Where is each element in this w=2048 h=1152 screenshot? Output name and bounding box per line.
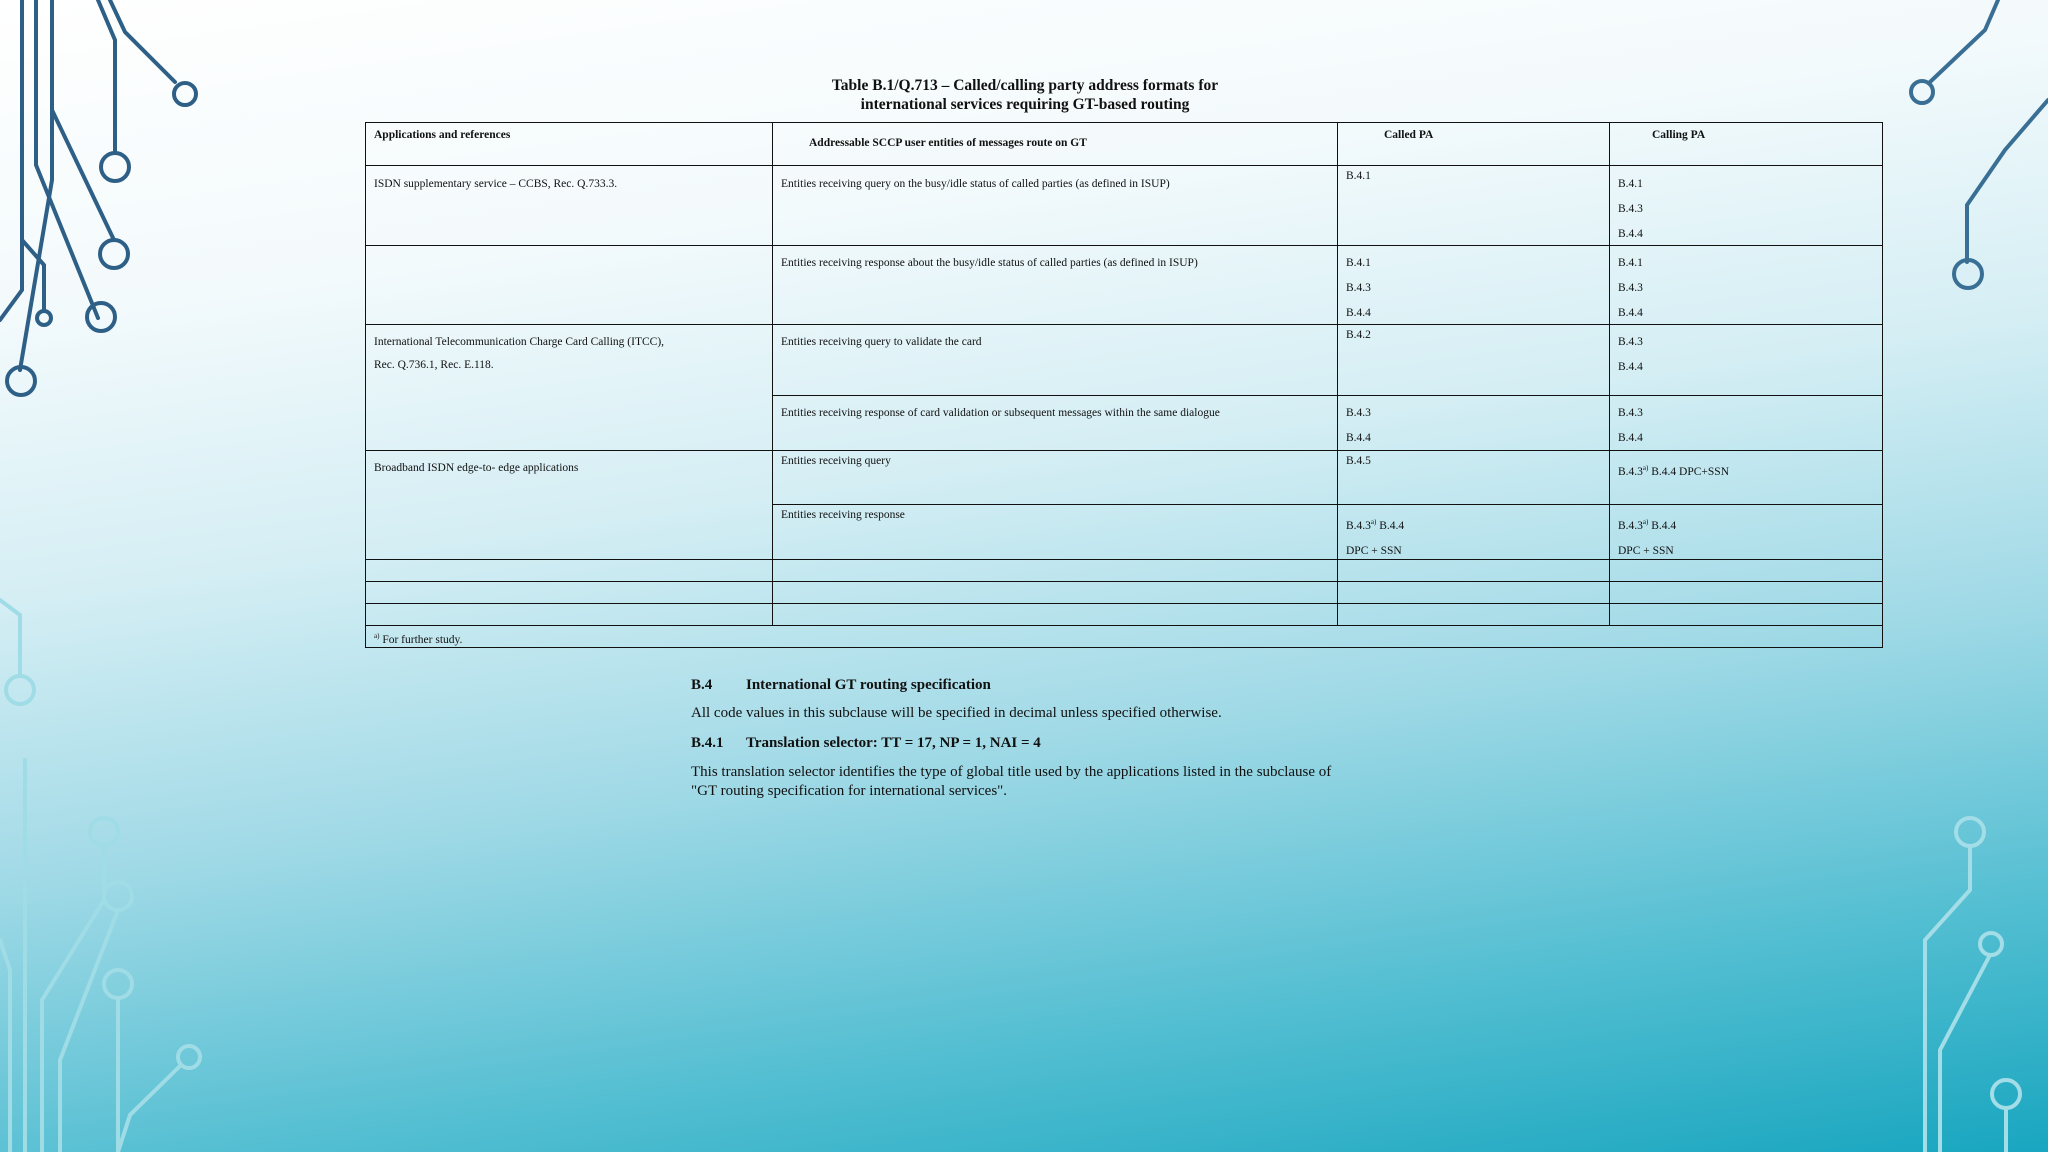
table-title-line: Table B.1/Q.713 – Called/calling party address formats for <box>831 77 1219 94</box>
footnote-marker: a) <box>1642 464 1649 472</box>
table-row-empty <box>366 604 1883 626</box>
circuit-node <box>178 1046 200 1068</box>
footnote-marker: a) <box>374 632 380 640</box>
section-heading-b41 <box>691 734 1351 753</box>
circuit-node <box>1911 81 1933 103</box>
calling-ref: B.4.4 <box>1618 228 1643 240</box>
circuit-node <box>87 303 115 331</box>
table-row <box>366 451 1883 505</box>
footnote-marker: a) <box>1642 518 1649 526</box>
footnote-marker: a) <box>1370 518 1377 526</box>
circuit-node <box>37 311 51 325</box>
table-row <box>366 325 1883 396</box>
circuit-node <box>104 882 132 910</box>
section-paragraph: This translation selector identifies the type of global title used by the applications listed in the subclause of "GT routing specification for international services". <box>691 764 1332 799</box>
calling-ref-rest: B.4.4 <box>1648 519 1677 532</box>
routing-table <box>365 122 1883 648</box>
section-number: B.4.1 <box>691 735 724 751</box>
circuit-line <box>118 1066 180 1152</box>
cell-entity: Entities receiving query on the busy/idle status of called parties (as defined in ISUP) <box>773 166 1338 246</box>
cell-entity: Entities receiving response <box>773 505 1338 560</box>
cell-calling <box>1610 246 1883 325</box>
called-ref: DPC + SSN <box>1346 544 1402 557</box>
table-title <box>700 76 1350 114</box>
header-called-pa: Called PA <box>1338 123 1610 166</box>
cell-called <box>1338 166 1610 246</box>
calling-ref: B.4.4 <box>1618 361 1643 373</box>
called-ref: B.4.3 <box>1346 282 1371 294</box>
cell-calling <box>1610 325 1883 396</box>
cell-called <box>1338 246 1610 325</box>
cell-calling <box>1610 451 1883 505</box>
circuit-line <box>42 845 104 1152</box>
calling-ref: DPC + SSN <box>1618 544 1674 557</box>
circuit-line <box>1925 846 1970 1152</box>
circuit-line <box>60 910 118 1152</box>
called-ref: B.4.4 <box>1346 432 1371 444</box>
cell-calling <box>1610 166 1883 246</box>
table-row <box>366 246 1883 325</box>
calling-ref: B.4.3 <box>1618 407 1643 419</box>
circuit-node <box>1956 818 1984 846</box>
circuit-line <box>0 940 10 1152</box>
called-ref: B.4.1 <box>1346 257 1371 269</box>
cell-application <box>366 246 773 325</box>
table-row-empty <box>366 560 1883 582</box>
cell-entity: Entities receiving response about the busy/idle status of called parties (as defined in ISUP) <box>773 246 1338 325</box>
called-ref-rest: B.4.4 <box>1376 519 1405 532</box>
cell-called <box>1338 325 1610 396</box>
table-footnote-row <box>366 626 1883 648</box>
table-row-empty <box>366 582 1883 604</box>
section-title: Translation selector: TT = 17, NP = 1, NAI = 4 <box>746 735 1041 751</box>
section-paragraph: All code values in this subclause will be specified in decimal unless specified otherwise. <box>691 705 1222 721</box>
circuit-line <box>110 0 175 82</box>
calling-ref: B.4.3 <box>1618 519 1643 532</box>
section-text <box>691 676 1351 801</box>
cell-entity: Entities receiving response of card validation or subsequent messages within the same dialogue <box>773 396 1338 451</box>
cell-entity: Entities receiving query to validate the card <box>773 325 1338 396</box>
table-footnote <box>366 626 1883 648</box>
application-line: Rec. Q.736.1, Rec. E.118. <box>374 359 494 371</box>
table-title-line: international services requiring GT-based routing <box>860 96 1190 113</box>
section-number: B.4 <box>691 677 713 693</box>
header-applications: Applications and references <box>366 123 773 166</box>
circuit-node <box>6 676 34 704</box>
circuit-node <box>104 970 132 998</box>
footnote-text: For further study. <box>379 633 463 646</box>
circuit-line <box>52 0 114 240</box>
application-line: International Telecommunication Charge Card Calling (ITCC), <box>374 336 665 348</box>
cell-calling <box>1610 505 1883 560</box>
circuit-line <box>1930 0 1998 82</box>
circuit-line <box>98 0 115 152</box>
calling-ref: B.4.3 <box>1618 465 1643 478</box>
section-heading-b4 <box>691 676 1351 695</box>
cell-calling <box>1610 396 1883 451</box>
header-calling-pa: Calling PA <box>1610 123 1883 166</box>
table-row <box>366 166 1883 246</box>
circuit-node <box>90 818 118 846</box>
circuit-node <box>1992 1080 2020 1108</box>
cell-called <box>1338 451 1610 505</box>
cell-called <box>1338 396 1610 451</box>
header-entities: Addressable SCCP user entities of messages route on GT <box>773 123 1338 166</box>
called-ref: B.4.4 <box>1346 307 1371 319</box>
cell-entity: Entities receiving query <box>773 451 1338 505</box>
calling-ref: B.4.3 <box>1618 203 1643 215</box>
cell-application <box>366 325 773 451</box>
called-ref: B.4.3 <box>1346 407 1371 419</box>
calling-ref-rest: B.4.4 DPC+SSN <box>1648 465 1729 478</box>
cell-application: Broadband ISDN edge-to- edge applications <box>366 451 773 560</box>
calling-ref: B.4.4 <box>1618 307 1643 319</box>
called-ref: B.4.2 <box>1346 329 1371 341</box>
circuit-node <box>100 240 128 268</box>
calling-ref: B.4.4 <box>1618 432 1643 444</box>
circuit-node <box>1954 260 1982 288</box>
calling-ref: B.4.1 <box>1618 257 1643 269</box>
circuit-node <box>101 153 129 181</box>
called-ref: B.4.3 <box>1346 519 1371 532</box>
calling-ref: B.4.3 <box>1618 282 1643 294</box>
circuit-line <box>0 235 22 320</box>
calling-ref: B.4.3 <box>1618 336 1643 348</box>
calling-ref: B.4.1 <box>1618 178 1643 190</box>
circuit-node <box>174 83 196 105</box>
circuit-line <box>0 600 20 675</box>
table-header-row <box>366 123 1883 166</box>
circuit-node <box>1980 933 2002 955</box>
cell-application: ISDN supplementary service – CCBS, Rec. Q.733.3. <box>366 166 773 246</box>
circuit-line <box>1967 100 2048 262</box>
called-ref: B.4.5 <box>1346 455 1371 467</box>
section-title: International GT routing specification <box>746 677 991 693</box>
circuit-line <box>1940 955 1990 1152</box>
called-ref: B.4.1 <box>1346 170 1371 182</box>
cell-called <box>1338 505 1610 560</box>
